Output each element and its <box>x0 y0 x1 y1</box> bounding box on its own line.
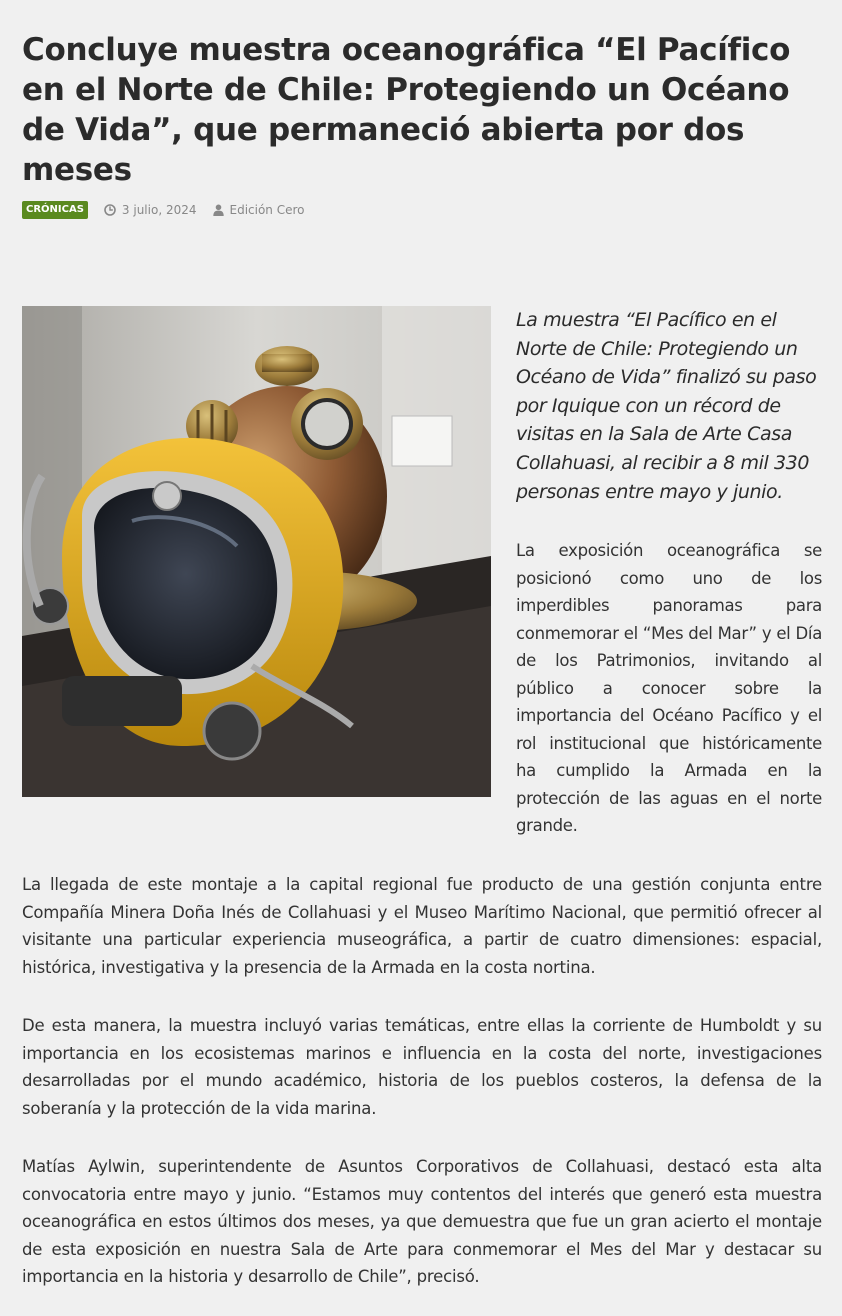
diving-helmets-image <box>22 306 491 797</box>
article-photo <box>22 306 491 797</box>
article-date <box>104 203 197 217</box>
clock-icon <box>104 204 116 216</box>
date-text: 3 julio, 2024 <box>121 203 197 217</box>
author-link[interactable]: Edición Cero <box>229 203 305 217</box>
article-paragraph-1: La exposición oceanográfica se posicionó como uno de los imperdibles panoramas para conmemorar el “Mes del Mar” y el Día de los Patrimonios, invitando al público a conocer sobre la importancia del Océano Pacífico y el rol institucional que históricamente ha cumplido la Armada en la protección de las aguas en el norte grande. <box>516 541 822 835</box>
article-meta <box>22 200 305 220</box>
article-paragraph-3: De esta manera, la muestra incluyó varias temáticas, entre ellas la corriente de Humboldt y su importancia en los ecosistemas marinos e influencia en la costa del norte, investigaciones desarrolladas por el mundo académico, historia de los pueblos costeros, la defensa de la soberanía y la protección de la vida marina. <box>22 1016 822 1118</box>
article-author <box>213 203 305 217</box>
category-badge[interactable]: CRÓNICAS <box>22 201 88 219</box>
article-title: Concluye muestra oceanográfica “El Pacífico en el Norte de Chile: Protegiendo un Océano de Vida”, que permaneció abierta por dos meses <box>22 32 791 188</box>
article-paragraph-4: Matías Aylwin, superintendente de Asuntos Corporativos de Collahuasi, destacó esta alta convocatoria entre mayo y junio. “Estamos muy contentos del interés que generó esta muestra oceanográfica en estos últimos dos meses, ya que demuestra que fue un gran acierto el montaje de esta exposición en nuestra Sala de Arte para conmemorar el Mes del Mar y destacar su importancia en la historia y desarrollo de Chile”, precisó. <box>22 1157 822 1286</box>
article-paragraph-2: La llegada de este montaje a la capital regional fue producto de una gestión conjunta entre Compañía Minera Doña Inés de Collahuasi y el Museo Marítimo Nacional, que permitió ofrecer al visitante una particular experiencia museográfica, a partir de cuatro dimensiones: espacial, histórica, investigativa y la presencia de la Armada en la costa nortina. <box>22 875 822 977</box>
article-lead: La muestra “El Pacífico en el Norte de Chile: Protegiendo un Océano de Vida” finalizó su paso por Iquique con un récord de visitas en la Sala de Arte Casa Collahuasi, al recibir a 8 mil 330 personas entre mayo y junio. <box>516 309 817 503</box>
user-icon <box>213 204 224 216</box>
